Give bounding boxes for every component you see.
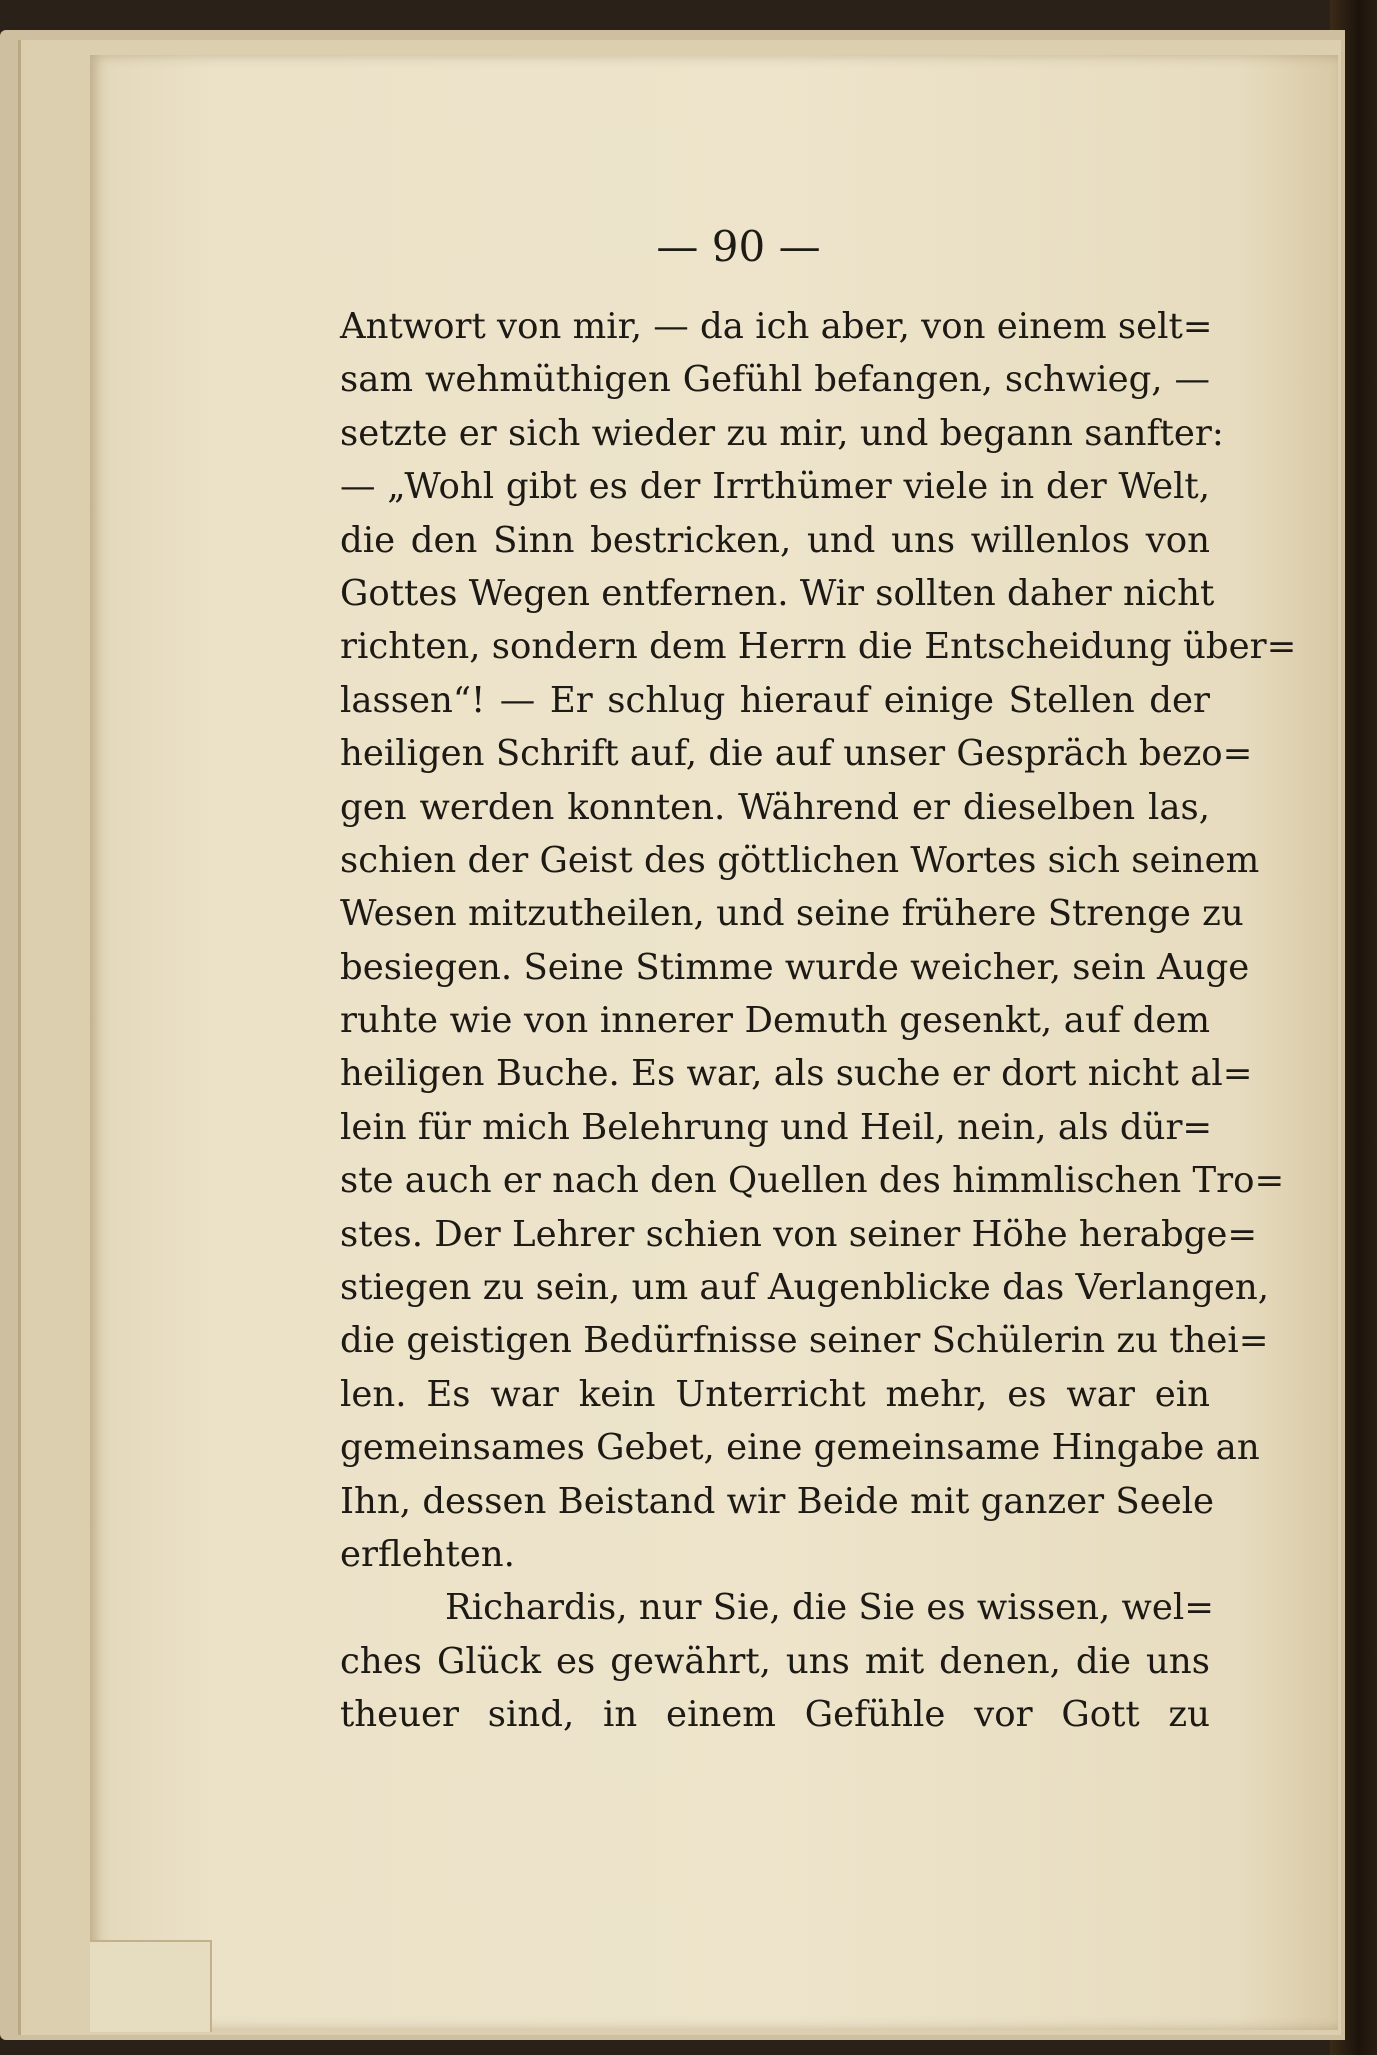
text-line: Richardis, nur Sie, die Sie es wissen, wel= [445, 1587, 1215, 1629]
page-number: — 90 — [656, 222, 821, 271]
text-line: erflehten. [340, 1533, 515, 1575]
text-line: richten, sondern dem Herrn die Entscheidung über= [340, 626, 1297, 668]
text-line: heiligen Buche. Es war, als suche er dort nicht al= [340, 1053, 1253, 1095]
text-line: sam wehmüthigen Gefühl befangen, schwieg, — [340, 359, 1210, 401]
text-line: gemeinsames Gebet, eine gemeinsame Hingabe an [340, 1427, 1260, 1469]
text-line: schien der Geist des göttlichen Wortes sich seinem [340, 839, 1260, 881]
text-line: theuer sind, in einem Gefühle vor Gott zu [340, 1694, 1210, 1736]
text-line: besiegen. Seine Stimme wurde weicher, sein Auge [340, 946, 1250, 988]
text-line: lassen“! — Er schlug hierauf einige Stellen der [340, 679, 1210, 721]
text-line: — „Wohl gibt es der Irrthümer viele in der Welt, [340, 466, 1210, 508]
page-corner [90, 1940, 212, 2032]
text-line: ches Glück es gewährt, uns mit denen, die uns [340, 1640, 1210, 1682]
text-line: Gottes Wegen entfernen. Wir sollten daher nicht [340, 572, 1215, 614]
text-line: ruhte wie von innerer Demuth gesenkt, auf dem [340, 1000, 1210, 1042]
text-line: Antwort von mir, — da ich aber, von einem selt= [340, 306, 1213, 347]
text-line: lein für mich Belehrung und Heil, nein, als dür= [340, 1106, 1213, 1148]
text-line: len. Es war kein Unterricht mehr, es war ein [340, 1373, 1210, 1415]
text-line: Wesen mitzutheilen, und seine frühere Strenge zu [340, 893, 1244, 935]
text-line: die den Sinn bestricken, und uns willenlos von [340, 519, 1210, 561]
text-line: gen werden konnten. Während er dieselben las, [340, 786, 1210, 828]
text-line: heiligen Schrift auf, die auf unser Gespräch bezo= [340, 733, 1253, 775]
text-line: stiegen zu sein, um auf Augenblicke das Verlangen, [340, 1267, 1270, 1309]
text-line: stes. Der Lehrer schien von seiner Höhe herabge= [340, 1213, 1258, 1255]
text-line: die geistigen Bedürfnisse seiner Schülerin zu thei= [340, 1320, 1269, 1362]
text-line: setzte er sich wieder zu mir, und begann sanfter: [340, 412, 1224, 454]
body-text [340, 300, 1297, 1742]
text-line: Ihn, dessen Beistand wir Beide mit ganzer Seele [340, 1480, 1215, 1522]
text-line: ste auch er nach den Quellen des himmlischen Tro= [340, 1160, 1285, 1202]
